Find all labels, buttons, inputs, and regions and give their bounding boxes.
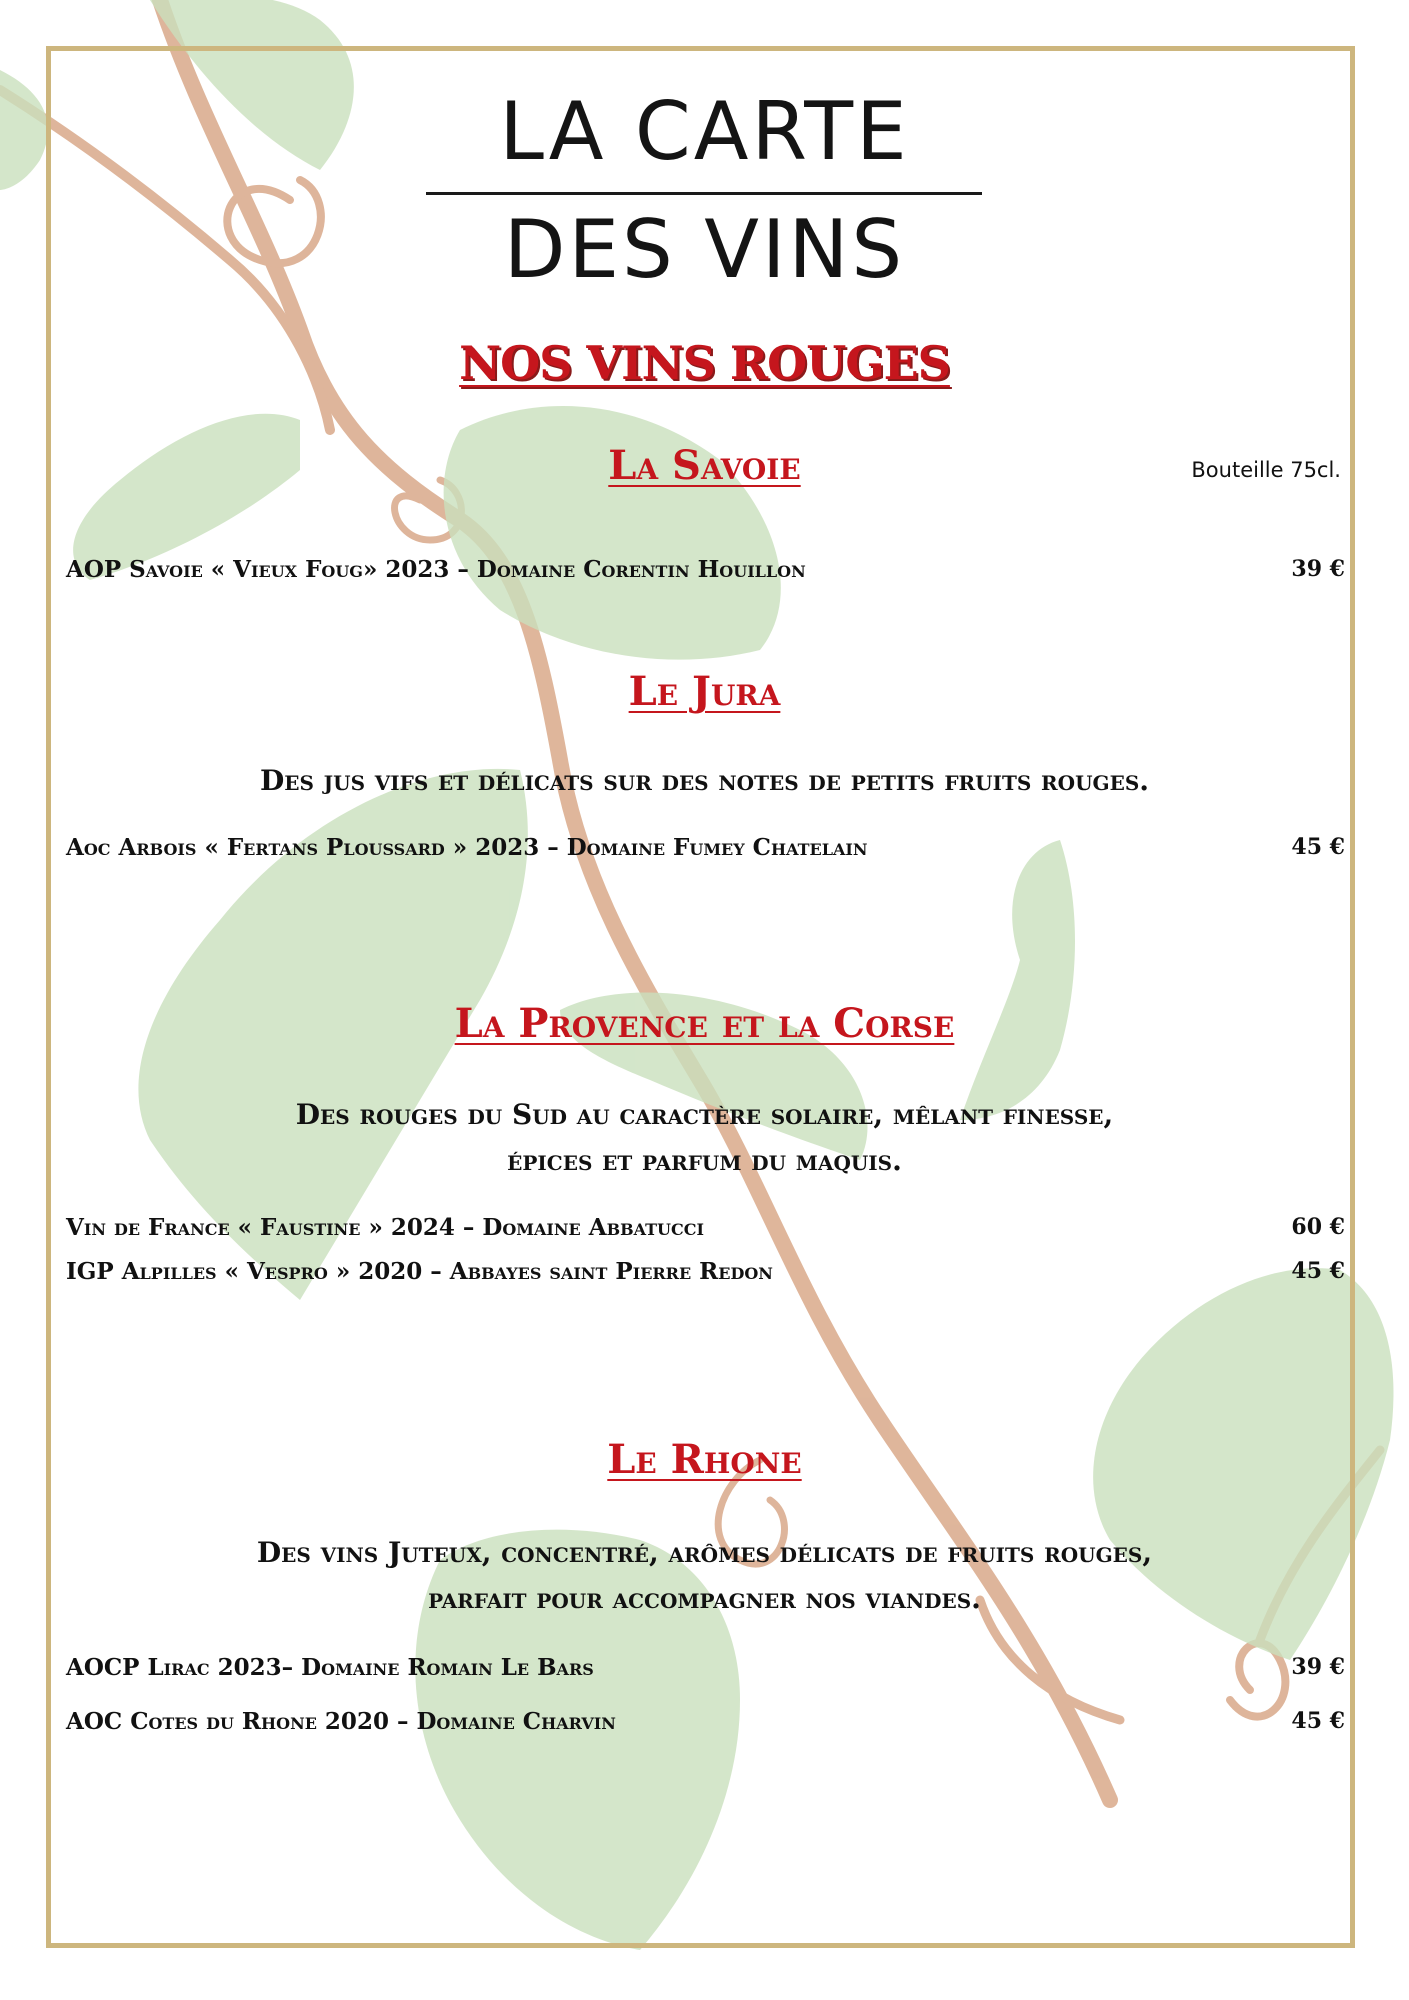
wine-item-price: 45 € xyxy=(1291,1708,1345,1734)
section-description-provence-corse xyxy=(100,1092,1309,1184)
menu-title-line-2: DES VINS xyxy=(503,203,906,296)
wine-item-name: Vin de France « Faustine » 2024 – Domaine Abbatucci xyxy=(66,1214,704,1241)
description-line: parfait pour accompagner nos viandes. xyxy=(428,1582,981,1615)
description-line: Des vins Juteux, concentré, arômes délicats de fruits rouges, xyxy=(256,1536,1153,1569)
section-title-rhone: Le Rhone xyxy=(607,1436,802,1483)
wine-item-price: 60 € xyxy=(1291,1214,1345,1240)
wine-item-name: AOC Cotes du Rhone 2020 – Domaine Charvin xyxy=(66,1708,616,1735)
section-description-rhone xyxy=(100,1530,1309,1622)
main-heading-red-wines: NOS VINS ROUGES xyxy=(459,336,950,390)
description-line: Des jus vifs et délicats sur des notes de petits fruits rouges. xyxy=(259,764,1150,797)
section-title-savoie: La Savoie xyxy=(608,442,801,489)
wine-item-name: AOP Savoie « Vieux Foug» 2023 – Domaine Corentin Houillon xyxy=(66,556,806,583)
section-description-jura xyxy=(100,758,1309,804)
wine-item-price: 45 € xyxy=(1291,834,1345,860)
wine-item-name: AOCP Lirac 2023– Domaine Romain Le Bars xyxy=(66,1654,594,1681)
description-line: épices et parfum du maquis. xyxy=(507,1144,902,1177)
wine-item-name: IGP Alpilles « Vespro » 2020 – Abbayes saint Pierre Redon xyxy=(66,1258,773,1285)
description-line: Des rouges du Sud au caractère solaire, mêlant finesse, xyxy=(295,1098,1114,1131)
wine-item-price: 39 € xyxy=(1291,1654,1345,1680)
wine-item-price: 39 € xyxy=(1291,556,1345,582)
title-divider xyxy=(426,192,982,195)
wine-item-name: Aoc Arbois « Fertans Ploussard » 2023 – Domaine Fumey Chatelain xyxy=(66,834,868,861)
section-title-jura: Le Jura xyxy=(628,668,781,715)
section-title-provence-corse: La Provence et la Corse xyxy=(454,1000,955,1047)
bottle-size-label: Bouteille 75cl. xyxy=(1191,458,1341,482)
menu-title-line-1: LA CARTE xyxy=(499,85,910,178)
wine-item-price: 45 € xyxy=(1291,1258,1345,1284)
